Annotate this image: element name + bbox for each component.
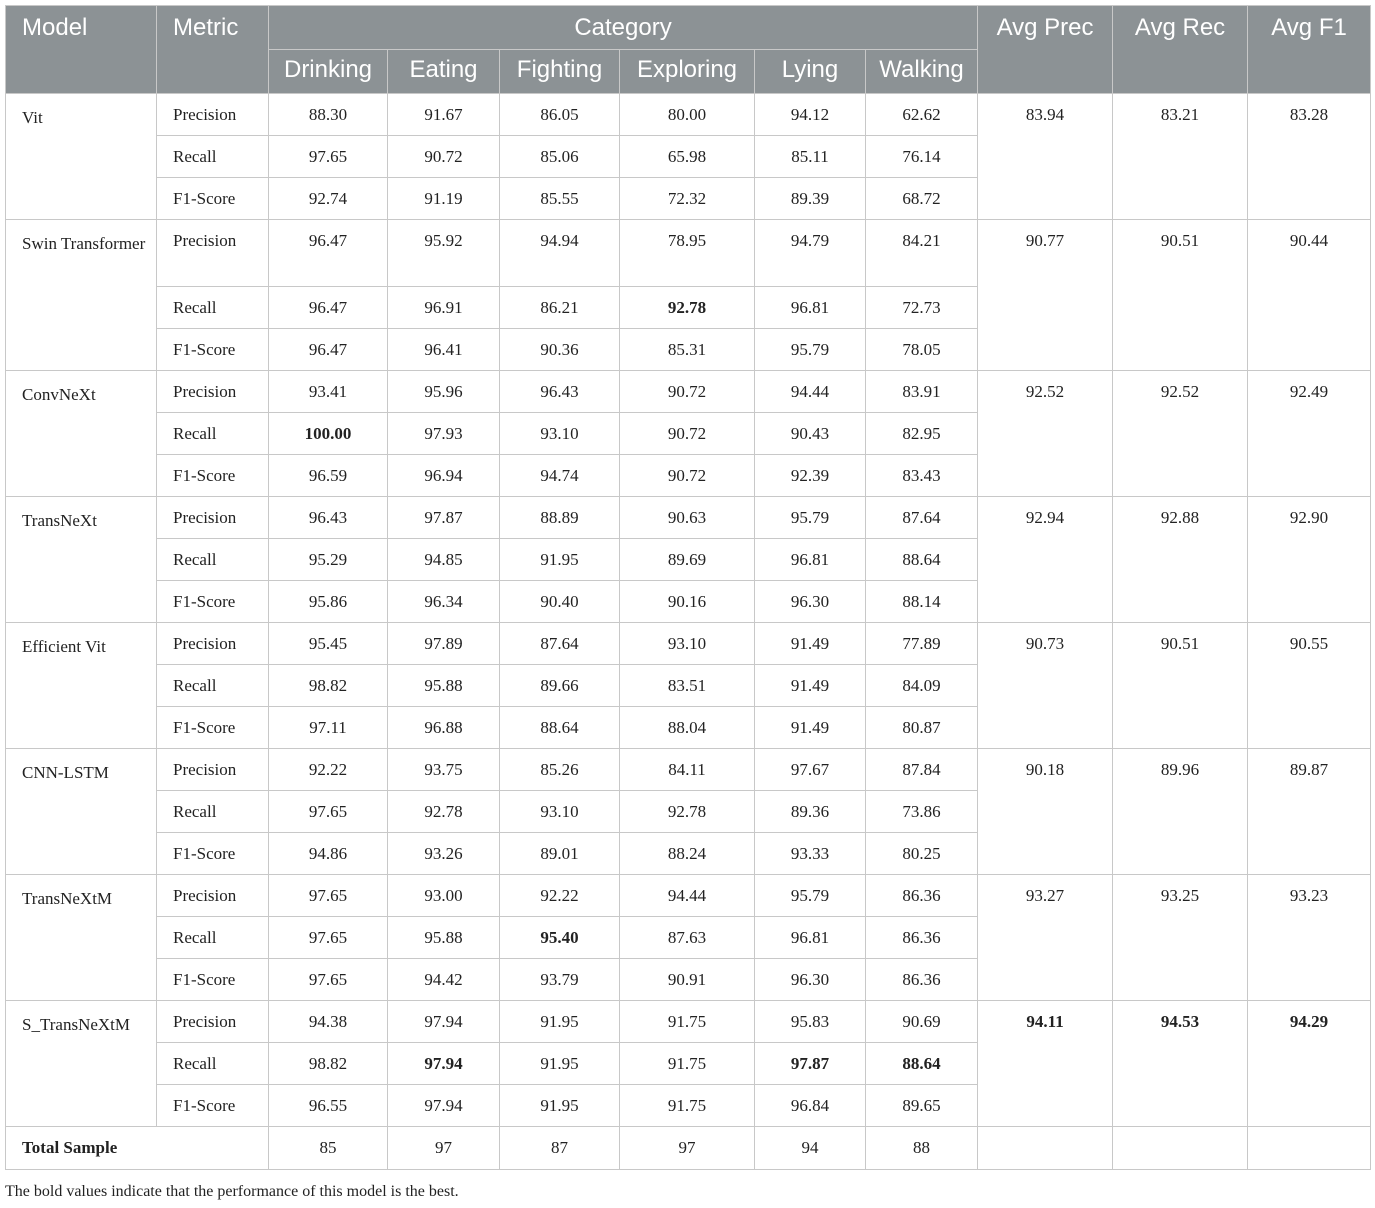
total-sample-cell: 88: [866, 1127, 978, 1170]
total-sample-label: Total Sample: [6, 1127, 269, 1170]
empty-cell: [1248, 1127, 1371, 1170]
avg-f1-cell: 92.90: [1248, 497, 1371, 623]
score-cell: 90.72: [388, 136, 500, 178]
table-row: [6, 371, 1371, 413]
score-cell: 96.81: [755, 917, 866, 959]
score-cell: 93.41: [269, 371, 388, 413]
score-cell: 92.78: [620, 287, 755, 329]
model-name: Efficient Vit: [6, 623, 157, 749]
metric-label: Recall: [157, 1043, 269, 1085]
score-cell: 97.94: [388, 1001, 500, 1043]
score-cell: 97.94: [388, 1085, 500, 1127]
score-cell: 94.74: [500, 455, 620, 497]
score-cell: 91.49: [755, 665, 866, 707]
table-row: [6, 749, 1371, 791]
score-cell: 91.95: [500, 1085, 620, 1127]
metric-label: F1-Score: [157, 707, 269, 749]
metric-label: F1-Score: [157, 581, 269, 623]
score-cell: 94.94: [500, 220, 620, 287]
metric-label: Recall: [157, 287, 269, 329]
score-cell: 97.65: [269, 136, 388, 178]
score-cell: 96.30: [755, 581, 866, 623]
score-cell: 93.33: [755, 833, 866, 875]
model-name: S_TransNeXtM: [6, 1001, 157, 1127]
header-category-drinking: Drinking: [269, 50, 388, 94]
score-cell: 92.22: [269, 749, 388, 791]
score-cell: 97.65: [269, 917, 388, 959]
total-sample-cell: 97: [388, 1127, 500, 1170]
score-cell: 93.10: [500, 413, 620, 455]
score-cell: 88.64: [866, 1043, 978, 1085]
score-cell: 95.29: [269, 539, 388, 581]
score-cell: 78.95: [620, 220, 755, 287]
score-cell: 86.21: [500, 287, 620, 329]
score-cell: 97.65: [269, 959, 388, 1001]
table-row: [6, 497, 1371, 539]
score-cell: 91.75: [620, 1043, 755, 1085]
header-model: Model: [6, 6, 157, 94]
empty-cell: [978, 1127, 1113, 1170]
metric-label: Precision: [157, 220, 269, 287]
score-cell: 80.87: [866, 707, 978, 749]
score-cell: 90.43: [755, 413, 866, 455]
header-avg-rec: Avg Rec: [1113, 6, 1248, 94]
table-row: [6, 94, 1371, 136]
score-cell: 97.93: [388, 413, 500, 455]
score-cell: 85.26: [500, 749, 620, 791]
results-table: [5, 5, 1371, 1170]
score-cell: 85.55: [500, 178, 620, 220]
score-cell: 98.82: [269, 1043, 388, 1085]
score-cell: 97.65: [269, 791, 388, 833]
score-cell: 88.30: [269, 94, 388, 136]
score-cell: 95.45: [269, 623, 388, 665]
model-name: TransNeXtM: [6, 875, 157, 1001]
avg-f1-cell: 89.87: [1248, 749, 1371, 875]
score-cell: 94.44: [755, 371, 866, 413]
score-cell: 92.74: [269, 178, 388, 220]
score-cell: 89.69: [620, 539, 755, 581]
header-avg-prec: Avg Prec: [978, 6, 1113, 94]
score-cell: 90.72: [620, 413, 755, 455]
metric-label: F1-Score: [157, 959, 269, 1001]
avg-rec-cell: 94.53: [1113, 1001, 1248, 1127]
score-cell: 95.88: [388, 665, 500, 707]
header-category-exploring: Exploring: [620, 50, 755, 94]
score-cell: 82.95: [866, 413, 978, 455]
score-cell: 84.11: [620, 749, 755, 791]
score-cell: 80.25: [866, 833, 978, 875]
score-cell: 85.06: [500, 136, 620, 178]
avg-prec-cell: 94.11: [978, 1001, 1113, 1127]
score-cell: 88.24: [620, 833, 755, 875]
table-row: [6, 623, 1371, 665]
score-cell: 95.40: [500, 917, 620, 959]
avg-f1-cell: 90.44: [1248, 220, 1371, 371]
model-name: ConvNeXt: [6, 371, 157, 497]
score-cell: 96.47: [269, 220, 388, 287]
metric-label: Recall: [157, 665, 269, 707]
score-cell: 86.36: [866, 875, 978, 917]
header-category-lying: Lying: [755, 50, 866, 94]
metric-label: F1-Score: [157, 455, 269, 497]
score-cell: 91.49: [755, 707, 866, 749]
score-cell: 87.84: [866, 749, 978, 791]
score-cell: 89.66: [500, 665, 620, 707]
score-cell: 95.79: [755, 497, 866, 539]
score-cell: 96.34: [388, 581, 500, 623]
metric-label: F1-Score: [157, 833, 269, 875]
score-cell: 91.95: [500, 1043, 620, 1085]
total-sample-cell: 85: [269, 1127, 388, 1170]
score-cell: 90.72: [620, 455, 755, 497]
score-cell: 87.64: [500, 623, 620, 665]
score-cell: 94.42: [388, 959, 500, 1001]
table-footnote: The bold values indicate that the performance of this model is the best.: [5, 1183, 459, 1200]
metric-label: F1-Score: [157, 1085, 269, 1127]
table-body: [6, 94, 1371, 1170]
score-cell: 88.89: [500, 497, 620, 539]
score-cell: 90.91: [620, 959, 755, 1001]
score-cell: 94.38: [269, 1001, 388, 1043]
score-cell: 80.00: [620, 94, 755, 136]
score-cell: 78.05: [866, 329, 978, 371]
metric-label: Precision: [157, 94, 269, 136]
score-cell: 100.00: [269, 413, 388, 455]
score-cell: 97.89: [388, 623, 500, 665]
score-cell: 94.85: [388, 539, 500, 581]
avg-rec-cell: 92.52: [1113, 371, 1248, 497]
score-cell: 93.79: [500, 959, 620, 1001]
score-cell: 91.75: [620, 1085, 755, 1127]
score-cell: 97.67: [755, 749, 866, 791]
score-cell: 91.95: [500, 539, 620, 581]
score-cell: 77.89: [866, 623, 978, 665]
metric-label: Precision: [157, 749, 269, 791]
score-cell: 96.47: [269, 287, 388, 329]
avg-f1-cell: 92.49: [1248, 371, 1371, 497]
score-cell: 68.72: [866, 178, 978, 220]
score-cell: 85.31: [620, 329, 755, 371]
avg-f1-cell: 93.23: [1248, 875, 1371, 1001]
score-cell: 88.64: [866, 539, 978, 581]
score-cell: 97.87: [755, 1043, 866, 1085]
score-cell: 84.09: [866, 665, 978, 707]
score-cell: 90.72: [620, 371, 755, 413]
score-cell: 91.67: [388, 94, 500, 136]
score-cell: 96.43: [500, 371, 620, 413]
score-cell: 93.10: [500, 791, 620, 833]
score-cell: 95.92: [388, 220, 500, 287]
score-cell: 88.64: [500, 707, 620, 749]
metric-label: Precision: [157, 497, 269, 539]
metric-label: Precision: [157, 1001, 269, 1043]
score-cell: 96.81: [755, 287, 866, 329]
score-cell: 87.63: [620, 917, 755, 959]
avg-rec-cell: 89.96: [1113, 749, 1248, 875]
score-cell: 95.96: [388, 371, 500, 413]
total-sample-row: [6, 1127, 1371, 1170]
avg-prec-cell: 90.73: [978, 623, 1113, 749]
score-cell: 86.36: [866, 959, 978, 1001]
avg-f1-cell: 90.55: [1248, 623, 1371, 749]
score-cell: 97.65: [269, 875, 388, 917]
score-cell: 94.12: [755, 94, 866, 136]
score-cell: 88.04: [620, 707, 755, 749]
avg-f1-cell: 83.28: [1248, 94, 1371, 220]
score-cell: 96.94: [388, 455, 500, 497]
score-cell: 86.05: [500, 94, 620, 136]
score-cell: 76.14: [866, 136, 978, 178]
score-cell: 91.95: [500, 1001, 620, 1043]
avg-prec-cell: 90.77: [978, 220, 1113, 371]
score-cell: 92.39: [755, 455, 866, 497]
score-cell: 95.88: [388, 917, 500, 959]
score-cell: 95.86: [269, 581, 388, 623]
score-cell: 96.88: [388, 707, 500, 749]
score-cell: 90.40: [500, 581, 620, 623]
metric-label: Recall: [157, 917, 269, 959]
model-name: Vit: [6, 94, 157, 220]
metric-label: Precision: [157, 875, 269, 917]
avg-prec-cell: 83.94: [978, 94, 1113, 220]
header-avg-f1: Avg F1: [1248, 6, 1371, 94]
header-metric: Metric: [157, 6, 269, 94]
score-cell: 93.00: [388, 875, 500, 917]
score-cell: 83.51: [620, 665, 755, 707]
total-sample-cell: 97: [620, 1127, 755, 1170]
score-cell: 62.62: [866, 94, 978, 136]
score-cell: 90.69: [866, 1001, 978, 1043]
score-cell: 95.79: [755, 875, 866, 917]
score-cell: 96.91: [388, 287, 500, 329]
score-cell: 96.47: [269, 329, 388, 371]
score-cell: 89.01: [500, 833, 620, 875]
header-category-eating: Eating: [388, 50, 500, 94]
score-cell: 65.98: [620, 136, 755, 178]
score-cell: 83.43: [866, 455, 978, 497]
avg-rec-cell: 90.51: [1113, 220, 1248, 371]
avg-prec-cell: 90.18: [978, 749, 1113, 875]
header-category-fighting: Fighting: [500, 50, 620, 94]
score-cell: 91.49: [755, 623, 866, 665]
avg-rec-cell: 90.51: [1113, 623, 1248, 749]
score-cell: 96.55: [269, 1085, 388, 1127]
score-cell: 84.21: [866, 220, 978, 287]
model-name: TransNeXt: [6, 497, 157, 623]
avg-rec-cell: 83.21: [1113, 94, 1248, 220]
header-category-walking: Walking: [866, 50, 978, 94]
header-category: Category: [269, 6, 978, 50]
avg-f1-cell: 94.29: [1248, 1001, 1371, 1127]
score-cell: 89.39: [755, 178, 866, 220]
total-sample-cell: 94: [755, 1127, 866, 1170]
score-cell: 93.75: [388, 749, 500, 791]
metric-label: F1-Score: [157, 178, 269, 220]
score-cell: 83.91: [866, 371, 978, 413]
empty-cell: [1113, 1127, 1248, 1170]
avg-rec-cell: 93.25: [1113, 875, 1248, 1001]
score-cell: 88.14: [866, 581, 978, 623]
score-cell: 91.75: [620, 1001, 755, 1043]
score-cell: 90.63: [620, 497, 755, 539]
score-cell: 72.32: [620, 178, 755, 220]
score-cell: 95.79: [755, 329, 866, 371]
score-cell: 92.78: [388, 791, 500, 833]
score-cell: 97.94: [388, 1043, 500, 1085]
score-cell: 87.64: [866, 497, 978, 539]
score-cell: 98.82: [269, 665, 388, 707]
table-row: [6, 1001, 1371, 1043]
table-row: [6, 220, 1371, 287]
score-cell: 89.65: [866, 1085, 978, 1127]
metric-label: Precision: [157, 371, 269, 413]
avg-prec-cell: 92.52: [978, 371, 1113, 497]
score-cell: 96.84: [755, 1085, 866, 1127]
score-cell: 97.11: [269, 707, 388, 749]
metric-label: Precision: [157, 623, 269, 665]
model-name: CNN-LSTM: [6, 749, 157, 875]
avg-rec-cell: 92.88: [1113, 497, 1248, 623]
score-cell: 96.41: [388, 329, 500, 371]
metric-label: F1-Score: [157, 329, 269, 371]
score-cell: 94.86: [269, 833, 388, 875]
score-cell: 92.78: [620, 791, 755, 833]
score-cell: 94.79: [755, 220, 866, 287]
score-cell: 73.86: [866, 791, 978, 833]
score-cell: 96.81: [755, 539, 866, 581]
score-cell: 91.19: [388, 178, 500, 220]
score-cell: 90.36: [500, 329, 620, 371]
model-name: Swin Transformer: [6, 220, 157, 371]
score-cell: 93.26: [388, 833, 500, 875]
metric-label: Recall: [157, 539, 269, 581]
table-row: [6, 875, 1371, 917]
score-cell: 95.83: [755, 1001, 866, 1043]
score-cell: 97.87: [388, 497, 500, 539]
metric-label: Recall: [157, 413, 269, 455]
score-cell: 92.22: [500, 875, 620, 917]
score-cell: 96.30: [755, 959, 866, 1001]
score-cell: 93.10: [620, 623, 755, 665]
table-header: [6, 6, 1371, 94]
avg-prec-cell: 92.94: [978, 497, 1113, 623]
score-cell: 96.43: [269, 497, 388, 539]
avg-prec-cell: 93.27: [978, 875, 1113, 1001]
total-sample-cell: 87: [500, 1127, 620, 1170]
score-cell: 85.11: [755, 136, 866, 178]
metric-label: Recall: [157, 791, 269, 833]
score-cell: 94.44: [620, 875, 755, 917]
score-cell: 86.36: [866, 917, 978, 959]
score-cell: 89.36: [755, 791, 866, 833]
score-cell: 72.73: [866, 287, 978, 329]
metric-label: Recall: [157, 136, 269, 178]
score-cell: 96.59: [269, 455, 388, 497]
score-cell: 90.16: [620, 581, 755, 623]
